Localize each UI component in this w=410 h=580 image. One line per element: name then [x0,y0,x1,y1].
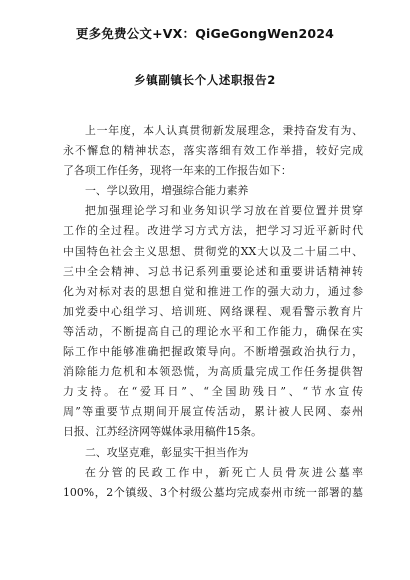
paragraph-line: 三中全会精神、习总书记系列重要论述和重要讲话精神转 [63,264,363,278]
paragraph-line: 日报、江苏经济网等媒体录用稿件15条。 [63,425,263,439]
paragraph-line: 中国特色社会主义思想、贯彻党的XX大以及二十届二中、 [63,244,363,258]
section-heading: 二、攻坚克难，彰显实干担当作为 [85,445,249,459]
paragraph-line: 工作的全过程。改进学习方式方法，把学习习近平新时代 [63,224,363,238]
paragraph-line: 在分管的民政工作中，新死亡人员骨灰进公墓率 [85,465,363,479]
paragraph-line: 等活动，不断提高自己的理论水平和工作能力，确保在实 [63,324,363,338]
document-title: 乡镇副镇长个人述职报告2 [134,73,276,87]
paragraph-line: 把加强理论学习和业务知识学习放在首要位置并贯穿 [85,204,363,218]
paragraph-line: 消除能力危机和本领恐慌，为高质量完成工作任务提供智 [63,365,363,379]
paragraph-line: 加党委中心组学习、培训班、网络课程、观看警示教育片 [63,304,363,318]
paragraph-line: 永不懈怠的精神状态，落实落细有效工作举措，较好完成 [63,144,363,158]
paragraph-line: 100%，2个镇级、3个村级公墓均完成泰州市统一部署的墓 [63,485,363,499]
paragraph-line: 周”等重要节点期间开展宣传活动，累计被人民网、泰州 [63,405,363,419]
paragraph-line: 化为对标对表的思想自觉和推进工作的强大动力，通过参 [63,284,363,298]
paragraph-line: 了各项工作任务，现将一年来的工作报告如下： [63,164,292,178]
header-note: 更多免费公文+VX：QiGeGongWen2024 [75,26,335,41]
document-body [63,121,363,503]
paragraph-line: 力支持。在“爱耳日”、“全国助残日”、“节水宣传 [63,385,363,399]
section-heading: 一、学以致用，增强综合能力素养 [85,184,249,198]
paragraph-line: 际工作中能够准确把握政策导向。不断增强政治执行力， [63,345,363,359]
paragraph-line: 上一年度，本人认真贯彻新发展理念，秉持奋发有为、 [85,124,363,137]
